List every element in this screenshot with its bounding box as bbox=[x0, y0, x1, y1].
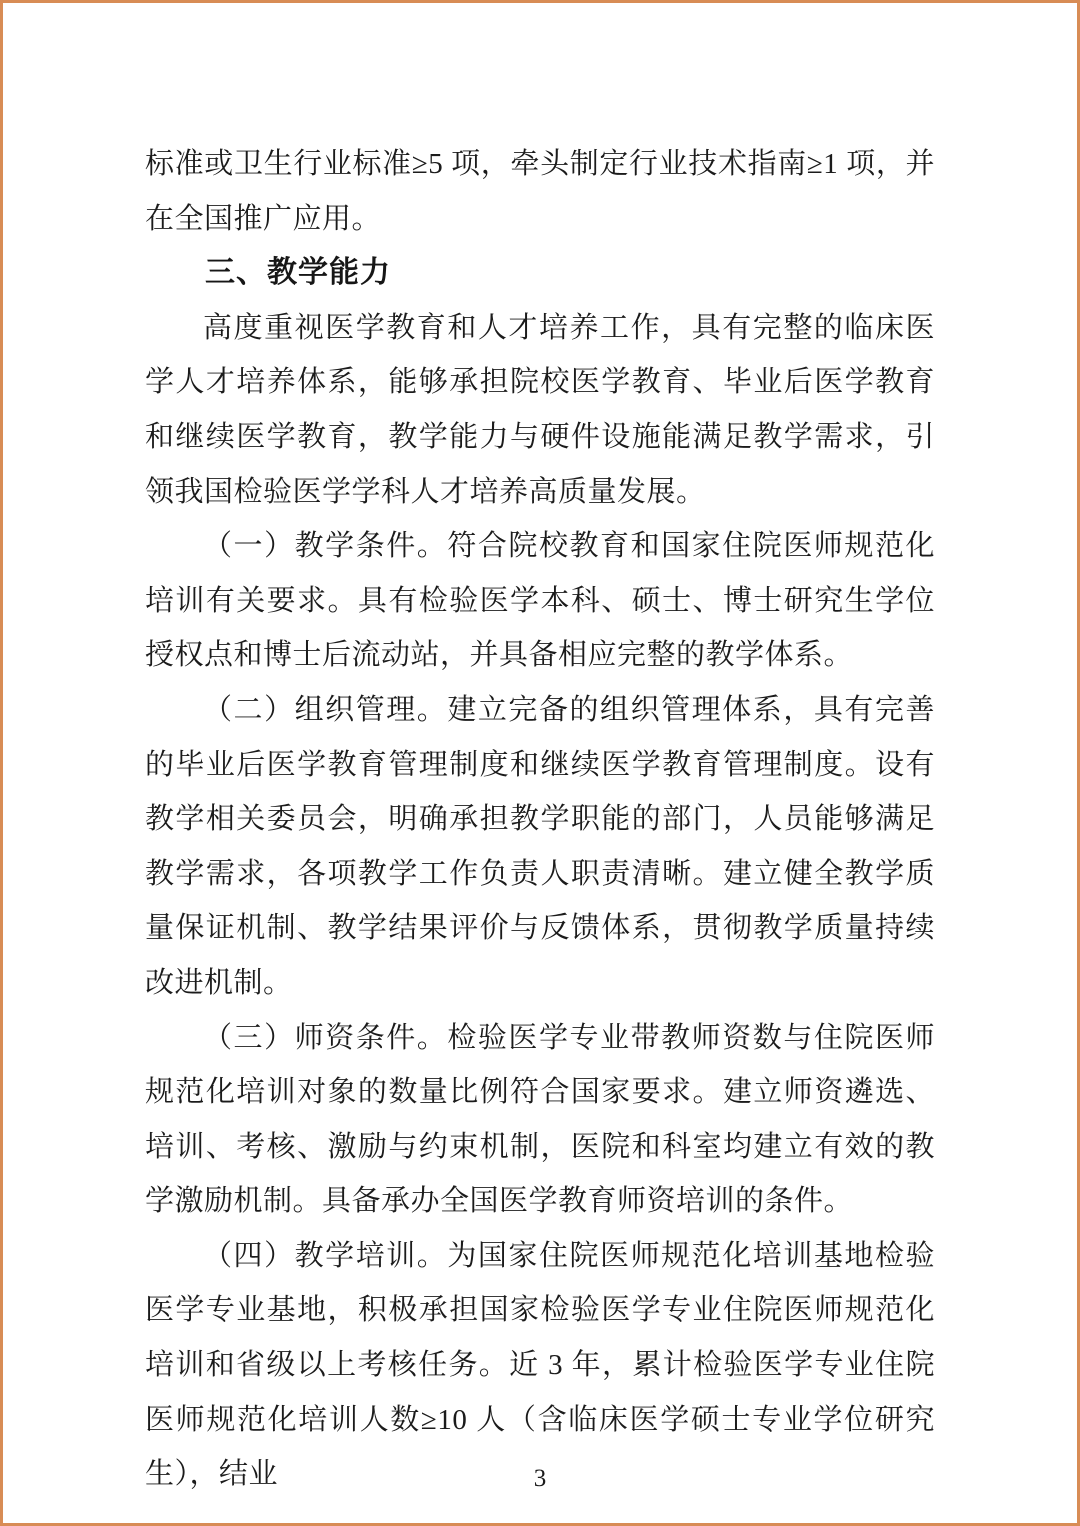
page-number: 3 bbox=[533, 1465, 547, 1492]
paragraph-continuation: 标准或卫生行业标准≥5 项，牵头制定行业技术指南≥1 项，并在全国推广应用。 bbox=[145, 148, 935, 235]
paragraph-item-3-faculty-conditions: （三）师资条件。检验医学专业带教师资数与住院医师规范化培训对象的数量比例符合国家要求。建立师资遴选、培训、考核、激励与约束机制，医院和科室均建立有效的教学激励机制。具备承办全国医学教育师资培训的条件。 bbox=[145, 1021, 935, 1218]
document-body bbox=[145, 137, 935, 1502]
paragraph-item-1-teaching-conditions: （一）教学条件。符合院校教育和国家住院医师规范化培训有关要求。具有检验医学本科、硕士、博士研究生学位授权点和博士后流动站，并具备相应完整的教学体系。 bbox=[145, 530, 935, 672]
section-heading-teaching-ability: 三、教学能力 bbox=[205, 256, 391, 290]
paragraph-item-4-teaching-training: （四）教学培训。为国家住院医师规范化培训基地检验医学专业基地，积极承担国家检验医学专业住院医师规范化培训和省级以上考核任务。近 3 年，累计检验医学专业住院医师规范化培训人数≥10 人（含临床医学硕士专业学位研究生），结业 bbox=[145, 1239, 935, 1491]
paragraph-intro: 高度重视医学教育和人才培养工作，具有完整的临床医学人才培养体系，能够承担院校医学教育、毕业后医学教育和继续医学教育，教学能力与硬件设施能满足教学需求，引领我国检验医学学科人才培养高质量发展。 bbox=[145, 311, 935, 508]
paragraph-item-2-organization-management: （二）组织管理。建立完备的组织管理体系，具有完善的毕业后医学教育管理制度和继续医学教育管理制度。设有教学相关委员会，明确承担教学职能的部门，人员能够满足教学需求，各项教学工作负责人职责清晰。建立健全教学质量保证机制、教学结果评价与反馈体系，贯彻教学质量持续改进机制。 bbox=[145, 693, 935, 999]
